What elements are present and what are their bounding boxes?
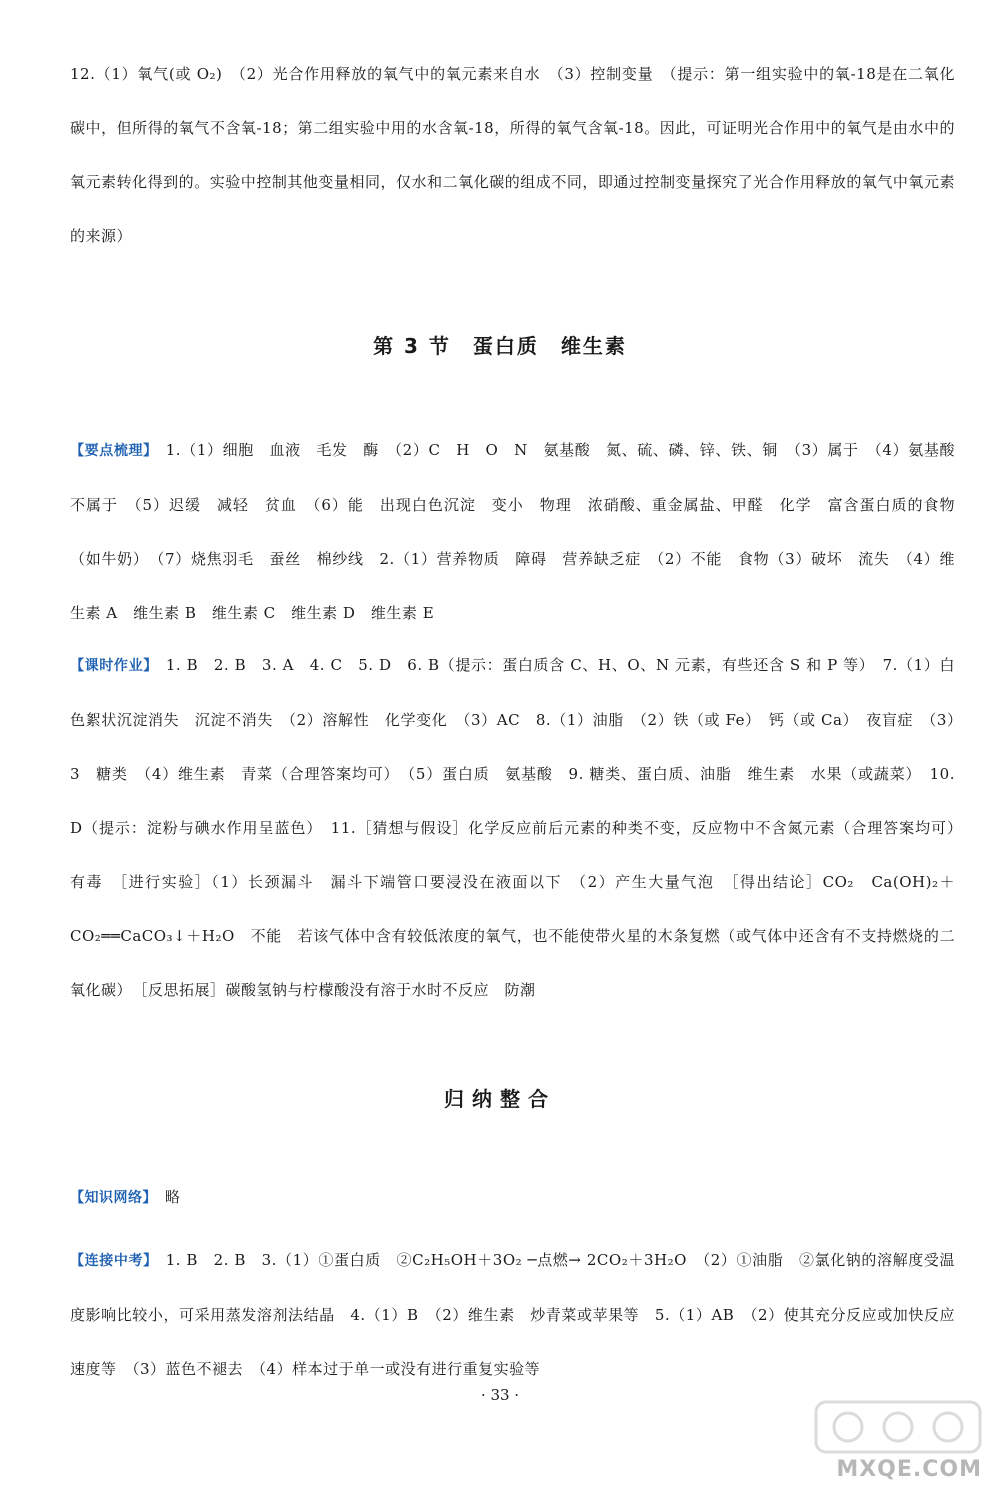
homework-section: [70, 638, 971, 1017]
exam-link-tag: 【连接中考】: [70, 1253, 158, 1269]
homework-text: 1. B 2. B 3. A 4. C 5. D 6. B（提示：蛋白质含 C、H、O、N 元素，有些还含 S 和 P 等） 7.（1）白色絮状沉淀消失 沉淀不消失 （2）溶解性 化学变化 （3）AC 8.（1）油脂 （2）铁（或 Fe） 钙（或 Ca） 夜盲症 （3）3 糖类 （4）维生素 青菜（合理答案均可） （5）蛋白质 氨基酸 9. 糖类、蛋白质、油脂 维生素 水果（或蔬菜） 10. D（提示：淀粉与碘水作用呈蓝色） 11.［猜想与假设］化学反应前后元素的种类不变，反应物中不含氮元素（合理答案均可） 有毒 ［进行实验］（1）长颈漏斗 漏斗下端管口要浸没在液面以下 （2）产生大量气泡 ［得出结论］CO₂ Ca(OH)₂＋CO₂══CaCO₃↓＋H₂O 不能 若该气体中含有较低浓度的氧气，也不能使带火星的木条复燃（或气体中还含有不支持燃烧的二氧化碳） ［反思拓展］碳酸氢钠与柠檬酸没有溶于水时不反应 防潮: [70, 656, 971, 999]
key-points-tag: 【要点梳理】: [70, 443, 158, 459]
exam-link-section: [70, 1233, 955, 1396]
watermark-text: MXQE.COM: [836, 1457, 982, 1482]
knowledge-network-text: 略: [165, 1188, 181, 1206]
answer-block-12: 12.（1）氧气(或 O₂) （2）光合作用释放的氧气中的氧元素来自水 （3）控制变量 （提示：第一组实验中的氧-18是在二氧化碳中，但所得的氧气不含氧-18；第二组实验中用的水含氧-18，所得的氧气含氧-18。因此，可证明光合作用中的氧气是由水中的氧元素转化得到的。实验中控制其他变量相同，仅水和二氧化碳的组成不同，即通过控制变量探究了光合作用释放的氧气中氧元素的来源）: [70, 65, 955, 245]
exam-link-text: 1. B 2. B 3.（1）①蛋白质 ②C₂H₅OH＋3O₂ ─点燃→ 2CO₂＋3H₂O （2）①油脂 ②氯化钠的溶解度受温度影响比较小，可采用蒸发溶剂法结晶 4.（1）B （2）维生素 炒青菜或苹果等 5.（1）AB （2）使其充分反应或加快反应速度等 （3）蓝色不褪去 （4）样本过于单一或没有进行重复实验等: [70, 1251, 956, 1378]
knowledge-network-tag: 【知识网络】: [70, 1190, 157, 1206]
section-heading-summary: 归纳整合: [444, 1087, 556, 1111]
page-number: · 33 ·: [480, 1386, 520, 1404]
homework-tag: 【课时作业】: [70, 658, 158, 674]
key-points-text: 1.（1）细胞 血液 毛发 酶 （2）C H O N 氨基酸 氮、硫、磷、锌、铁、铜 （3）属于 （4）氨基酸 不属于 （5）迟缓 减轻 贫血 （6）能 出现白色沉淀 变小 物理 浓硝酸、重金属盐、甲醛 化学 富含蛋白质的食物（如牛奶） （7）烧焦羽毛 蚕丝 棉纱线 2.（1）营养物质 障碍 营养缺乏症 （2）不能 食物（3）破坏 流失 （4）维生素 A 维生素 B 维生素 C 维生素 D 维生素 E: [70, 441, 971, 622]
section-heading-protein-vitamins: 第 3 节 蛋白质 维生素: [373, 334, 627, 358]
knowledge-network-section: [70, 1170, 955, 1225]
key-points-section: [70, 423, 971, 640]
